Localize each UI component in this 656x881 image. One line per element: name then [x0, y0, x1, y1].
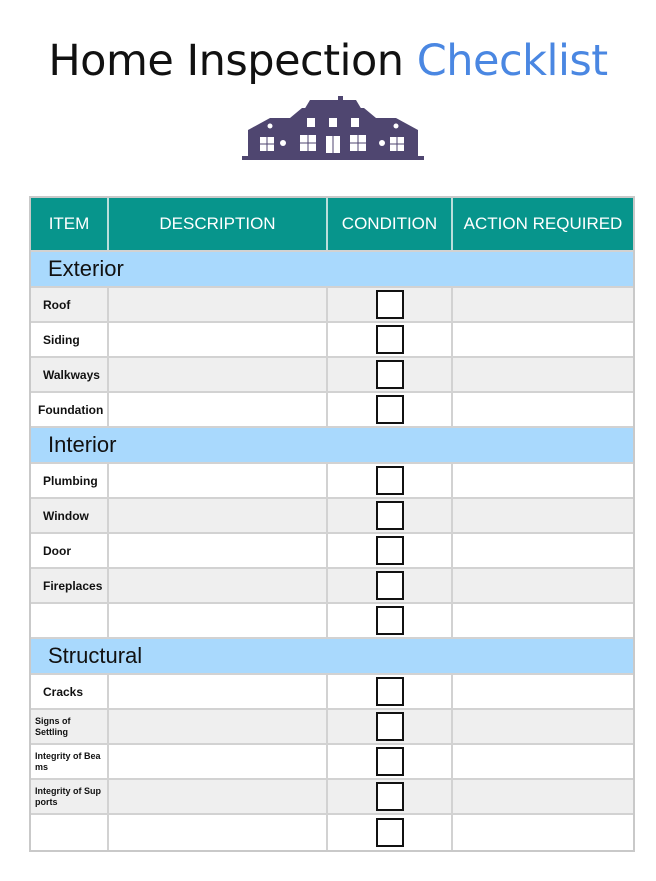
- item-label: Walkways: [31, 358, 109, 391]
- table-row: [31, 358, 633, 393]
- condition-cell: [328, 710, 453, 743]
- description-cell[interactable]: [109, 534, 328, 567]
- action-cell[interactable]: [453, 323, 633, 356]
- table-row: [31, 675, 633, 710]
- action-cell[interactable]: [453, 464, 633, 497]
- description-cell[interactable]: [109, 464, 328, 497]
- action-cell[interactable]: [453, 569, 633, 602]
- action-cell[interactable]: [453, 780, 633, 813]
- section-structural: Structural: [31, 639, 633, 675]
- table-row: [31, 815, 633, 850]
- action-cell[interactable]: [453, 604, 633, 637]
- title-accent: Checklist: [416, 36, 608, 86]
- condition-cell: [328, 815, 453, 850]
- header-description: DESCRIPTION: [109, 198, 328, 250]
- header-action-required: ACTION REQUIRED: [463, 214, 623, 233]
- condition-cell: [328, 288, 453, 321]
- description-cell[interactable]: [109, 323, 328, 356]
- condition-checkbox[interactable]: [376, 747, 404, 776]
- condition-checkbox[interactable]: [376, 325, 404, 354]
- table-row: [31, 499, 633, 534]
- condition-checkbox[interactable]: [376, 818, 404, 847]
- condition-cell: [328, 464, 453, 497]
- table-header: [31, 198, 633, 252]
- table-row: [31, 604, 633, 639]
- inspection-table: [29, 196, 635, 852]
- table-row: [31, 780, 633, 815]
- description-cell[interactable]: [109, 569, 328, 602]
- action-cell[interactable]: [453, 745, 633, 778]
- item-label[interactable]: [31, 604, 109, 637]
- condition-cell: [328, 745, 453, 778]
- house-illustration-icon: [240, 96, 426, 162]
- action-cell[interactable]: [453, 534, 633, 567]
- description-cell[interactable]: [109, 710, 328, 743]
- table-row: [31, 745, 633, 780]
- table-row: [31, 323, 633, 358]
- condition-cell: [328, 780, 453, 813]
- condition-cell: [328, 675, 453, 708]
- condition-checkbox[interactable]: [376, 290, 404, 319]
- description-cell[interactable]: [109, 288, 328, 321]
- condition-cell: [328, 569, 453, 602]
- condition-cell: [328, 358, 453, 391]
- table-row: [31, 569, 633, 604]
- description-cell[interactable]: [109, 604, 328, 637]
- section-interior: Interior: [31, 428, 633, 464]
- action-cell[interactable]: [453, 675, 633, 708]
- description-cell[interactable]: [109, 745, 328, 778]
- title-main: Home Inspection: [48, 36, 417, 86]
- page-title: [0, 36, 656, 86]
- item-label: Plumbing: [31, 464, 109, 497]
- item-label: Cracks: [31, 675, 109, 708]
- item-label: Fireplaces: [31, 569, 109, 602]
- action-cell[interactable]: [453, 393, 633, 426]
- condition-checkbox[interactable]: [376, 677, 404, 706]
- condition-checkbox[interactable]: [376, 536, 404, 565]
- action-cell[interactable]: [453, 358, 633, 391]
- description-cell[interactable]: [109, 675, 328, 708]
- description-cell[interactable]: [109, 358, 328, 391]
- section-exterior: Exterior: [31, 252, 633, 288]
- item-label: Siding: [31, 323, 109, 356]
- description-cell[interactable]: [109, 499, 328, 532]
- action-cell[interactable]: [453, 499, 633, 532]
- condition-checkbox[interactable]: [376, 606, 404, 635]
- header-condition: CONDITION: [328, 198, 453, 250]
- item-label: Window: [31, 499, 109, 532]
- condition-checkbox[interactable]: [376, 466, 404, 495]
- item-label: Roof: [31, 288, 109, 321]
- table-row: [31, 288, 633, 323]
- condition-checkbox[interactable]: [376, 782, 404, 811]
- table-row: [31, 393, 633, 428]
- condition-cell: [328, 534, 453, 567]
- condition-checkbox[interactable]: [376, 395, 404, 424]
- action-cell[interactable]: [453, 815, 633, 850]
- item-label: Integrity of Sup ports: [31, 780, 109, 813]
- description-cell[interactable]: [109, 815, 328, 850]
- condition-cell: [328, 604, 453, 637]
- condition-checkbox[interactable]: [376, 571, 404, 600]
- item-label: Signs of Settling: [31, 710, 109, 743]
- condition-cell: [328, 393, 453, 426]
- header-item: ITEM: [31, 198, 109, 250]
- description-cell[interactable]: [109, 780, 328, 813]
- condition-cell: [328, 499, 453, 532]
- action-cell[interactable]: [453, 288, 633, 321]
- table-row: [31, 710, 633, 745]
- condition-checkbox[interactable]: [376, 501, 404, 530]
- table-row: [31, 534, 633, 569]
- condition-checkbox[interactable]: [376, 712, 404, 741]
- item-label[interactable]: [31, 815, 109, 850]
- item-label: Foundation: [31, 393, 109, 426]
- item-label: Integrity of Bea ms: [31, 745, 109, 778]
- condition-checkbox[interactable]: [376, 360, 404, 389]
- condition-cell: [328, 323, 453, 356]
- table-row: [31, 464, 633, 499]
- description-cell[interactable]: [109, 393, 328, 426]
- item-label: Door: [31, 534, 109, 567]
- action-cell[interactable]: [453, 710, 633, 743]
